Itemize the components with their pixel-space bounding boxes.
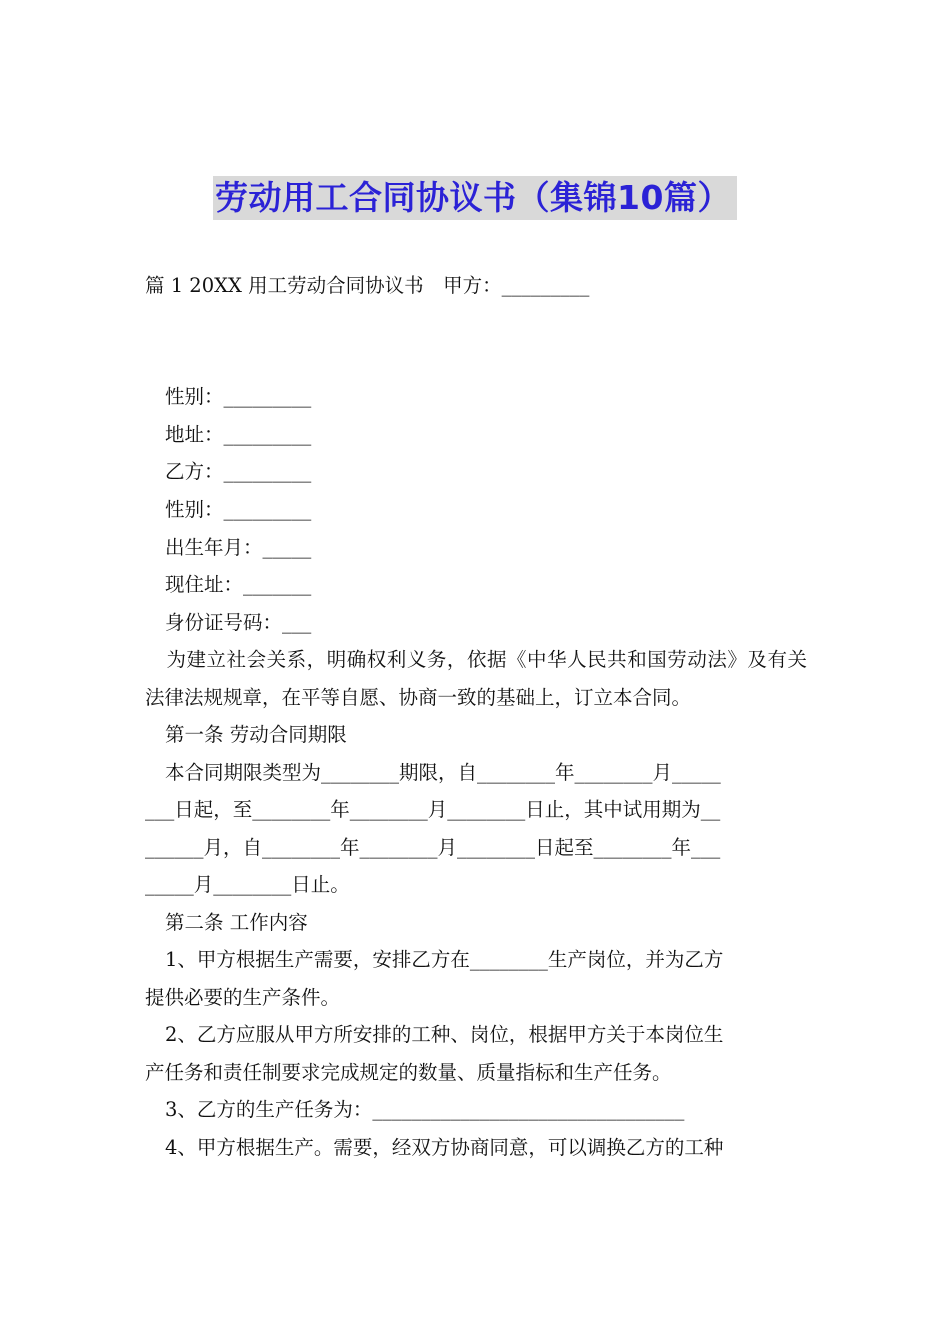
field-birth-date: 出生年月：_____ [165,535,312,559]
field-current-address: 现住址：_______ [165,573,312,597]
article-2-item-2-line: 产任务和责任制要求完成规定的数量、质量指标和生产任务。 [145,1060,672,1084]
article-1-line: ______月，自________年________月________日起至________年___ [145,835,721,859]
article-2-item-2-line: 2、乙方应服从甲方所安排的工种、岗位，根据甲方关于本岗位生 [165,1023,724,1046]
article-1-line: ___日起，至________年________月________日止，其中试用期为__ [145,798,721,821]
field-address: 地址：_________ [165,422,312,446]
article-2-item-3-line: 3、乙方的生产任务为：________________________________ [165,1098,685,1121]
article-2-item-1-line: 提供必要的生产条件。 [145,985,341,1009]
field-party-b: 乙方：_________ [165,460,312,484]
article-1-heading: 第一条 劳动合同期限 [165,723,347,746]
intro-paragraph: 为建立社会关系，明确权利义务，依据《中华人民共和国劳动法》及有关法律法规规章，在平等自愿、协商一致的基础上，订立本合同。 [145,648,807,709]
article-2-heading: 第二条 工作内容 [165,910,308,934]
article-1-line: _____月________日止。 [145,873,350,896]
party-fields [165,378,311,642]
article-2-item-1-line: 1、甲方根据生产需要，安排乙方在________生产岗位，并为乙方 [165,948,724,971]
field-gender-b: 性别：_________ [165,498,312,522]
field-id-number: 身份证号码：___ [165,611,312,635]
contract-body [145,641,807,1166]
article-2-item-4-line: 4、甲方根据生产。需要，经双方协商同意，可以调换乙方的工种 [165,1135,724,1159]
document-subtitle: 篇 1 20XX 用工劳动合同协议书 甲方：_________ [145,274,590,297]
field-gender-a: 性别：_________ [165,385,312,408]
document-title: 劳动用工合同协议书（集锦10篇） [213,176,737,220]
article-1-line: 本合同期限类型为________期限，自________年________月_____ [165,760,721,784]
